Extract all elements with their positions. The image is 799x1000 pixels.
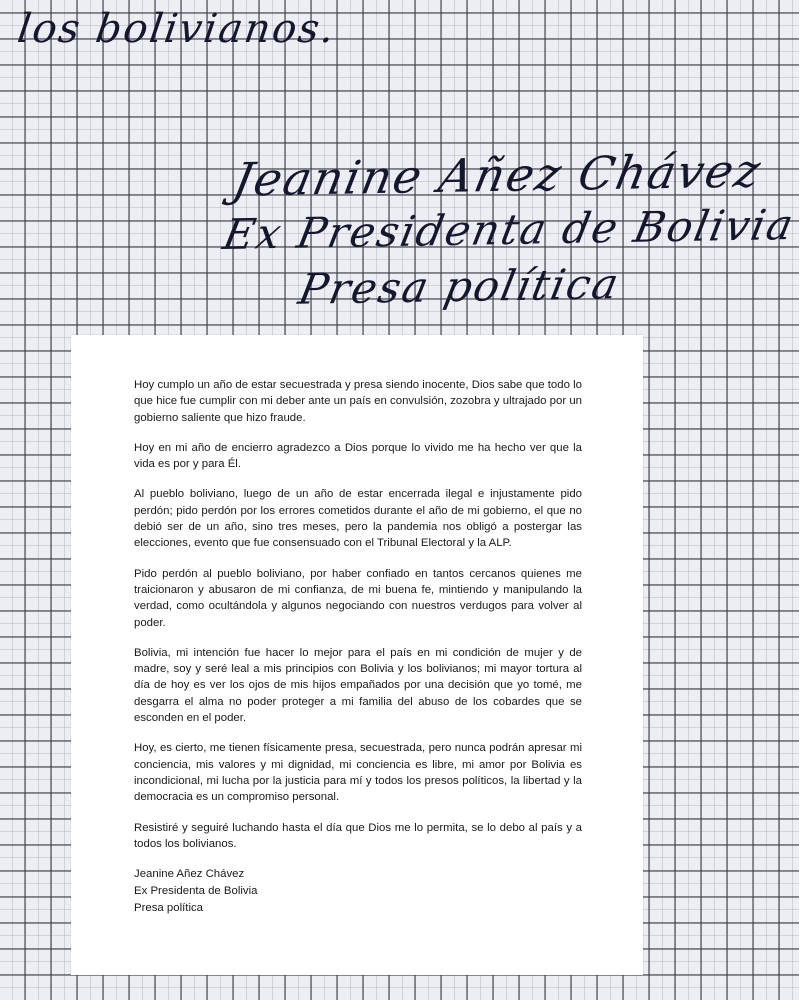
- letter-paragraph-1: Hoy cumplo un año de estar secuestrada y presa siendo inocente, Dios sabe que todo lo que hice fue cumplir con mi deber ante un país en convulsión, zozobra y ultrajado por un gobierno saliente que hizo fraude.: [134, 379, 582, 424]
- handwritten-note: [0, 0, 799, 330]
- signature-name: Jeanine Añez Chávez: [134, 868, 245, 881]
- letter-body: [134, 377, 582, 917]
- letter-paragraph-3: Al pueblo boliviano, luego de un año de estar encerrada ilegal e injustamente pido perdón; pido perdón por los errores cometidos durante el año de mi gobierno, el que no debió ser de un año, sino tres meses, pero la pandemia nos obligó a postergar las elecciones, evento que fue consensuado con el Tribunal Electoral y la ALP.: [134, 488, 582, 550]
- letter-paragraph-2: Hoy en mi año de encierro agradezco a Dios porque lo vivido me ha hecho ver que la vida es por y para Él.: [134, 441, 582, 471]
- handwritten-greeting: los bolivianos.: [14, 6, 339, 52]
- handwritten-signature-name: Jeanine Añez Chávez: [228, 143, 767, 207]
- letter-paragraph-4: Pido perdón al pueblo boliviano, por haber confiado en tantos cercanos quienes me traicionaron y abusaron de mi confianza, de mi buena fe, mintiendo y manipulando la verdad, como ocultándola y algunos negociando con nuestros verdugos para volver al poder.: [134, 567, 582, 629]
- handwritten-signature-title: Ex Presidenta de Bolivia: [219, 200, 799, 259]
- letter-paragraph-5: Bolivia, mi intención fue hacer lo mejor para el país en mi condición de mujer y de madre, soy y seré leal a mis principios con Bolivia y los bolivianos; mi mayor tortura al día de hoy es ver los ojos de mis hijos empañados por una decisión que yo tomé, me desgarra el alma no poder proteger a mi familia del abuso de los cobardes que se esconden en el poder.: [134, 646, 582, 725]
- signature-title: Ex Presidenta de Bolivia: [134, 885, 258, 898]
- signature-block: [134, 866, 582, 917]
- signature-status: Presa política: [134, 902, 204, 915]
- handwritten-signature-status: Presa política: [294, 259, 625, 314]
- typed-letter-sheet: [71, 335, 643, 975]
- letter-paragraph-7: Resistiré y seguiré luchando hasta el día que Dios me lo permita, se lo debo al país y a todos los bolivianos.: [134, 821, 582, 850]
- letter-paragraph-6: Hoy, es cierto, me tienen físicamente presa, secuestrada, pero nunca podrán apresar mi conciencia, mis valores y mi dignidad, mi conciencia es libre, mi amor por Bolivia es incondicional, mi lucha por la justicia para mí y todos los presos políticos, la libertad y la democracia es un compromiso personal.: [134, 742, 582, 804]
